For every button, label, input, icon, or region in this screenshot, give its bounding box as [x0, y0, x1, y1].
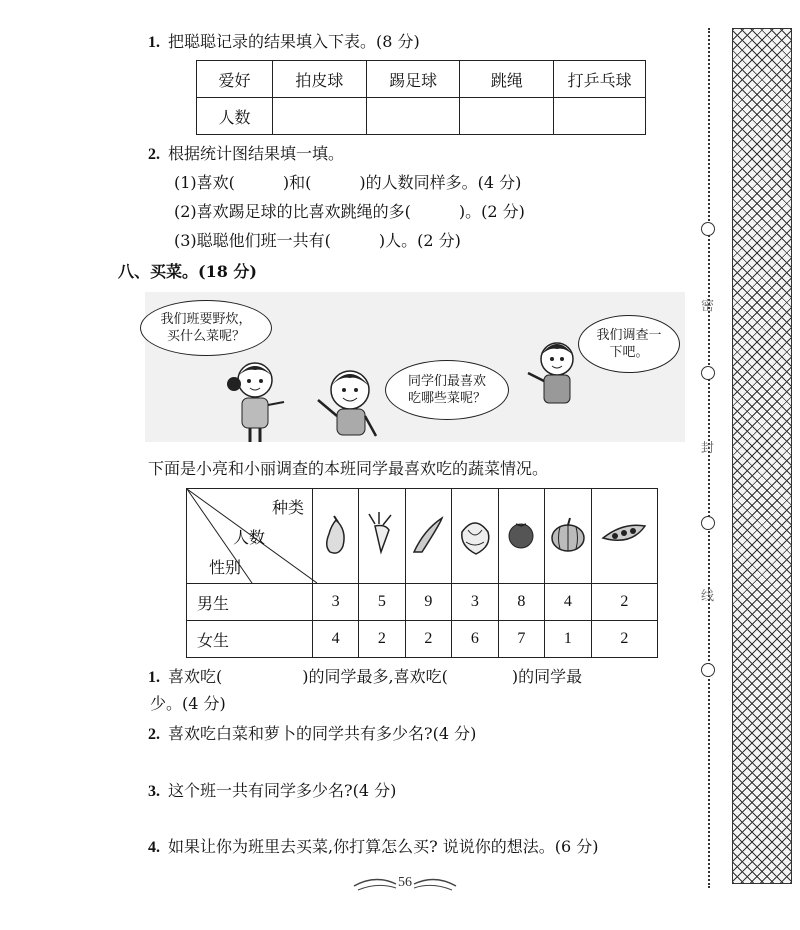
vegetable-question-4 — [148, 837, 599, 858]
eggplant-icon — [312, 489, 358, 584]
question-text: 把聪聪记录的结果填入下表。(8 分) — [168, 32, 420, 51]
seal-char: 密 — [701, 299, 715, 314]
question-number: 4. — [148, 839, 160, 856]
seal-circle — [701, 366, 715, 380]
vegetable-question-1-cont: 少。(4 分) — [150, 694, 226, 713]
sub-text: )的人数同样多。(4 分) — [359, 173, 522, 192]
question-number: 2. — [148, 146, 160, 163]
header-kind: 种类 — [271, 498, 304, 517]
sub-text: )人。(2 分) — [378, 231, 461, 250]
question-text: 如果让你为班里去买菜,你打算怎么买? 说说你的想法。(6 分) — [168, 837, 599, 856]
question-text: )的同学最 — [511, 667, 583, 686]
seal-circle — [701, 663, 715, 677]
bubble-text: 我们班要野炊，买什么菜呢？ — [160, 312, 252, 344]
cabbage-icon — [452, 489, 499, 584]
row-label: 女生 — [187, 621, 313, 658]
decorative-border-strip — [732, 28, 792, 884]
survey-intro: 下面是小亮和小丽调查的本班同学最喜欢吃的蔬菜情况。 — [148, 459, 549, 478]
table-cell: 6 — [452, 621, 499, 658]
sub-text: (1)喜欢( — [174, 173, 235, 192]
question-text: )的同学最多,喜欢吃( — [302, 667, 448, 686]
answer-cell[interactable] — [554, 98, 646, 135]
sub-text: )。(2 分) — [458, 202, 525, 221]
girl-figure — [220, 350, 300, 445]
table-header-row — [197, 61, 646, 98]
table-cell: 3 — [452, 584, 499, 621]
vegetable-question-3 — [148, 781, 396, 802]
sub-question-1 — [174, 173, 521, 193]
speech-bubble-boy-right — [578, 315, 680, 373]
table-cell: 4 — [545, 584, 592, 621]
answer-cell[interactable] — [366, 98, 460, 135]
table-header-cell: 踢足球 — [366, 61, 460, 98]
cucumber-icon — [405, 489, 452, 584]
bubble-text: 我们调查一下吧。 — [596, 328, 662, 360]
diagonal-header-cell — [187, 489, 313, 584]
table-cell: 7 — [498, 621, 544, 658]
table-row — [197, 98, 646, 135]
section-title: 八、买菜。(18 分) — [118, 262, 257, 281]
answer-cell[interactable] — [460, 98, 554, 135]
sub-question-2 — [174, 202, 525, 222]
question-number: 3. — [148, 783, 160, 800]
table-cell: 2 — [405, 621, 452, 658]
boy-figure-middle — [308, 362, 388, 446]
table-cell: 8 — [498, 584, 544, 621]
sub-question-3 — [174, 231, 461, 251]
table-cell: 2 — [359, 621, 405, 658]
question-number: 1. — [148, 669, 160, 686]
table-row — [187, 584, 658, 621]
question-number: 1. — [148, 34, 160, 51]
question-number: 2. — [148, 726, 160, 743]
vegetable-question-2 — [148, 724, 476, 745]
question-text: 喜欢吃白菜和萝卜的同学共有多少名?(4 分) — [168, 724, 477, 743]
page-number: 56 — [398, 875, 412, 890]
question-2 — [148, 144, 344, 165]
tomato-icon — [498, 489, 544, 584]
header-gender: 性别 — [209, 558, 242, 577]
bubble-text: 同学们最喜欢吃哪些菜呢？ — [407, 374, 486, 406]
table-header-cell: 爱好 — [197, 61, 273, 98]
seal-char: 线 — [701, 589, 715, 604]
radish-icon — [359, 489, 405, 584]
table-header-cell: 拍皮球 — [273, 61, 367, 98]
table-cell: 1 — [545, 621, 592, 658]
seal-char: 封 — [701, 441, 715, 456]
seal-circle — [701, 516, 715, 530]
pumpkin-icon — [545, 489, 592, 584]
question-text: 喜欢吃( — [168, 667, 223, 686]
seal-line — [708, 28, 710, 888]
header-count: 人数 — [233, 528, 266, 547]
table-header-cell: 打乒乓球 — [554, 61, 646, 98]
sub-text: (2)喜欢踢足球的比喜欢跳绳的多( — [174, 202, 411, 221]
vegetable-question-1 — [148, 667, 582, 688]
table-row — [187, 621, 658, 658]
table-cell: 2 — [591, 584, 657, 621]
table-header-cell: 跳绳 — [460, 61, 554, 98]
seal-circle — [701, 222, 715, 236]
speech-bubble-boy-middle — [385, 360, 509, 420]
table-cell: 5 — [359, 584, 405, 621]
question-1 — [148, 32, 420, 53]
answer-cell[interactable] — [273, 98, 367, 135]
hobby-table — [196, 60, 646, 135]
table-cell: 4 — [312, 621, 358, 658]
row-label: 人数 — [197, 98, 273, 135]
vegetable-table — [186, 488, 658, 658]
peas-icon — [591, 489, 657, 584]
table-cell: 2 — [591, 621, 657, 658]
question-text: 根据统计图结果填一填。 — [168, 144, 345, 163]
speech-bubble-girl — [140, 300, 272, 356]
sub-text: )和( — [282, 173, 312, 192]
table-cell: 9 — [405, 584, 452, 621]
row-label: 男生 — [187, 584, 313, 621]
table-cell: 3 — [312, 584, 358, 621]
table-header-row — [187, 489, 658, 584]
sub-text: (3)聪聪他们班一共有( — [174, 231, 331, 250]
question-text: 这个班一共有同学多少名?(4 分) — [168, 781, 397, 800]
